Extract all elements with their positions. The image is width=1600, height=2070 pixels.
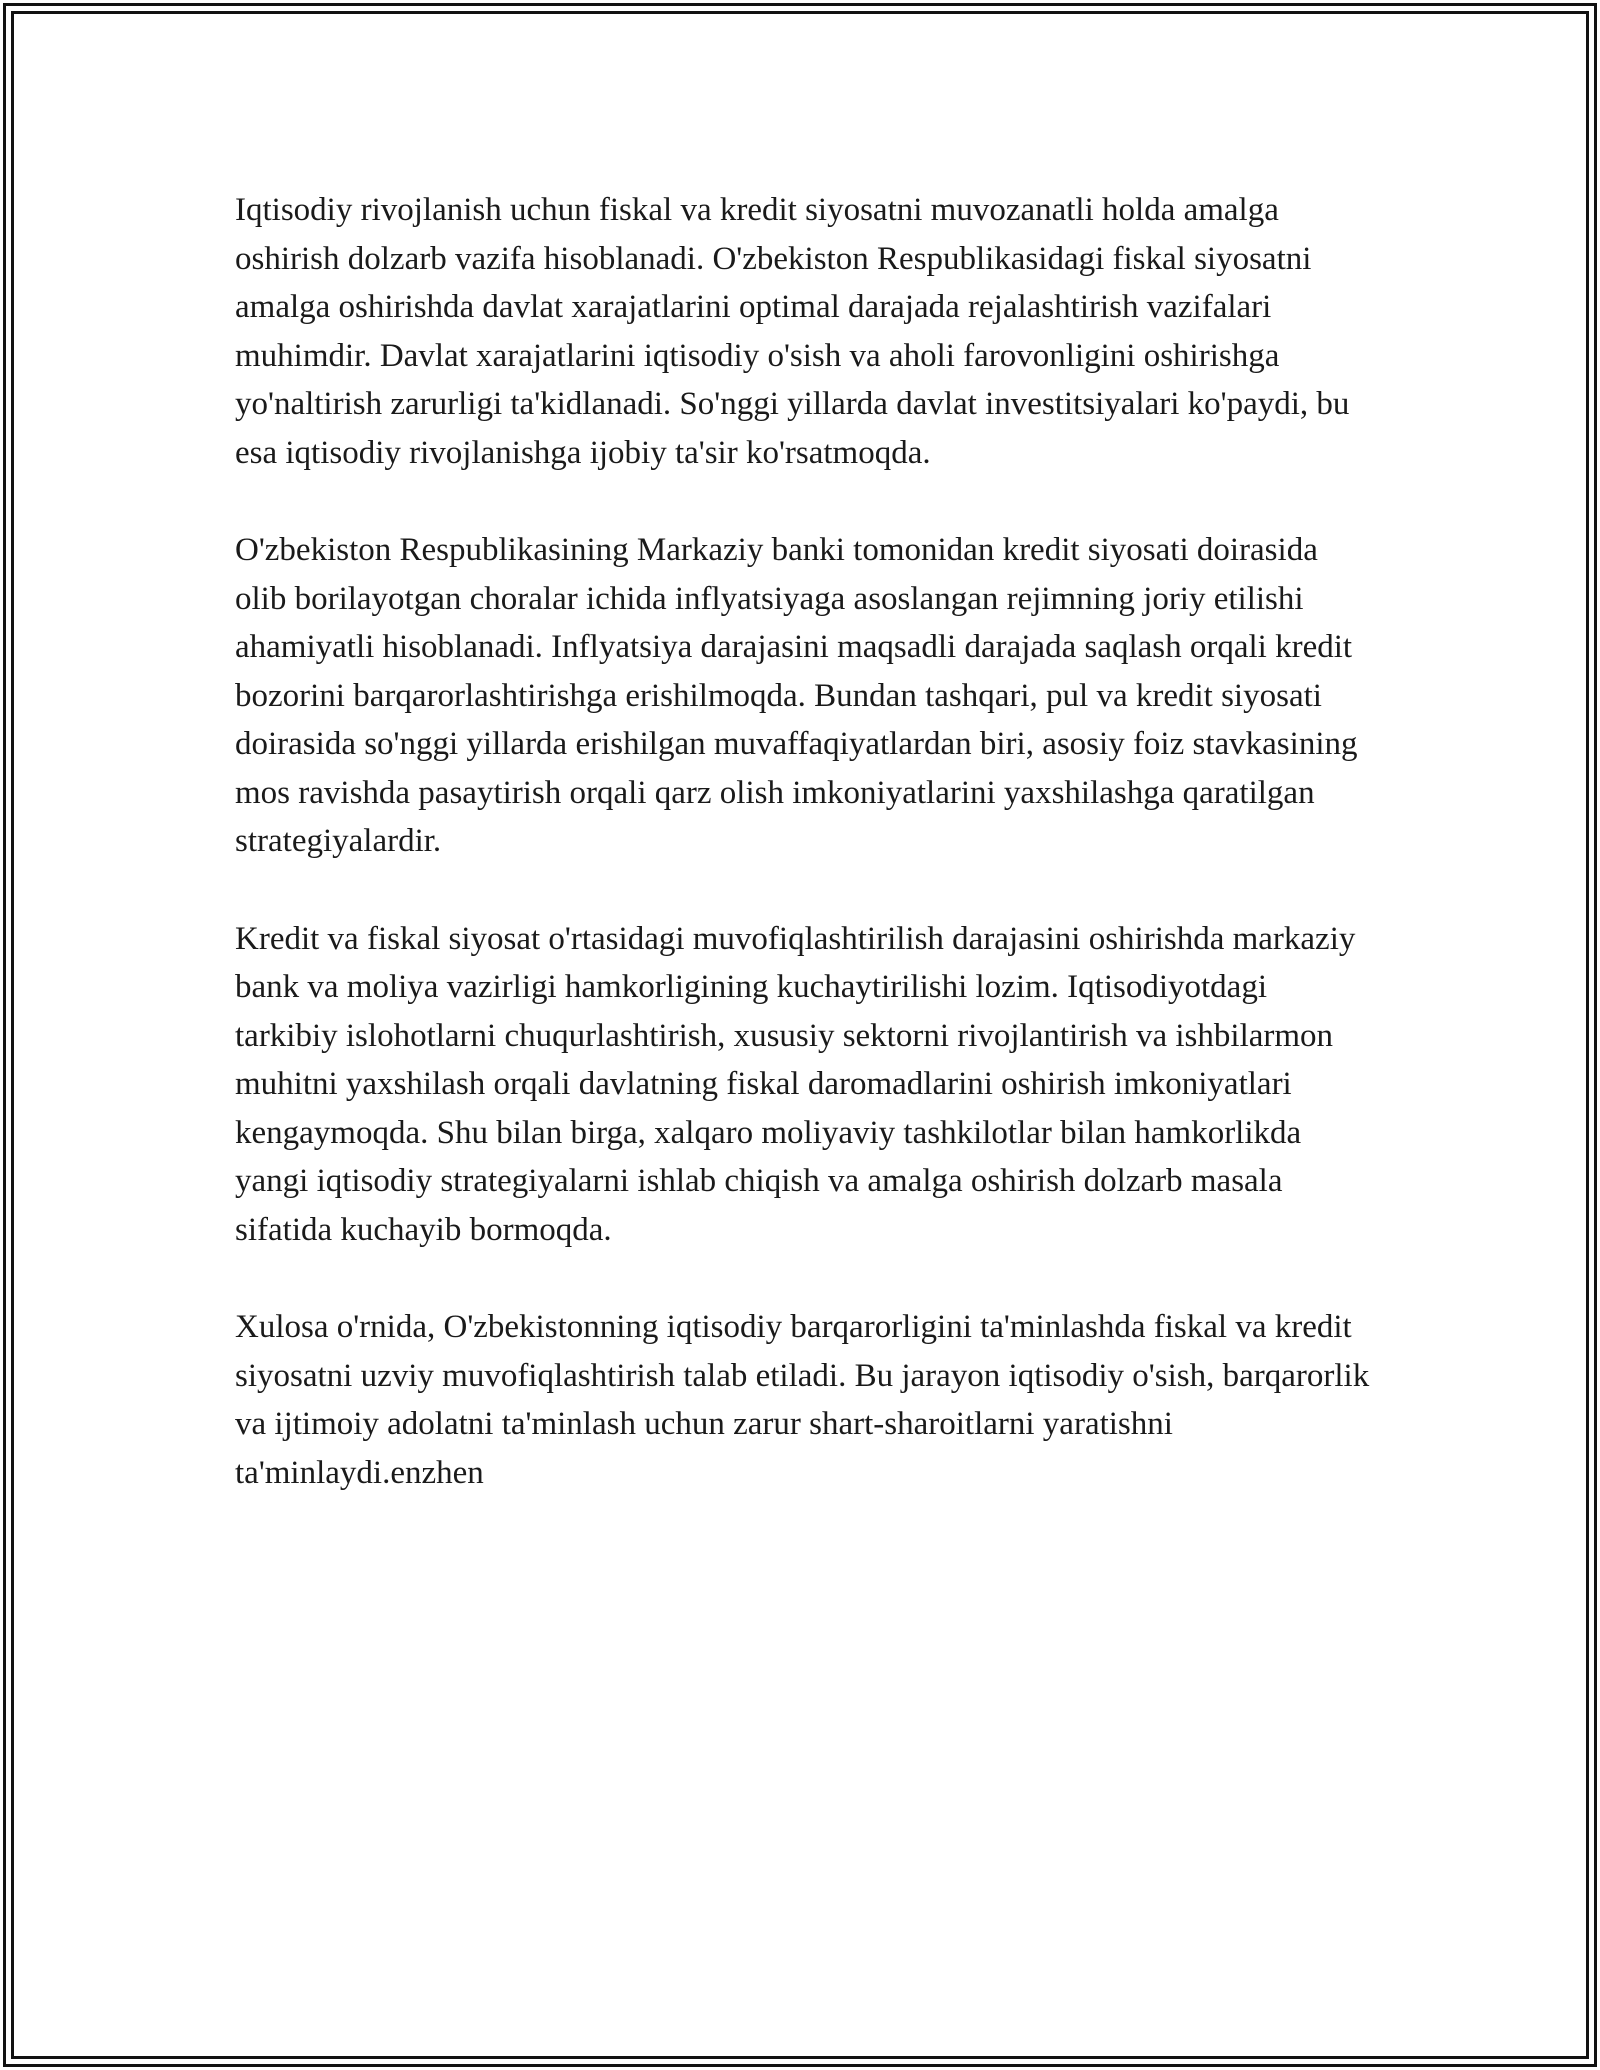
document-body xyxy=(235,186,1370,1546)
paragraph-fiscal-policy: Iqtisodiy rivojlanish uchun fiskal va kredit siyosatni muvozanatli holda amalga oshirish dolzarb vazifa hisoblanadi. O'zbekiston Respublikasidagi fiskal siyosatni amalga oshirishda davlat xarajatlarini optimal darajada rejalashtirish vazifalari muhimdir. Davlat xarajatlarini iqtisodiy o'sish va aholi farovonligini oshirishga yo'naltirish zarurligi ta'kidlanadi. So'nggi yillarda davlat investitsiyalari ko'paydi, bu esa iqtisodiy rivojlanishga ijobiy ta'sir ko'rsatmoqda. xyxy=(235,192,1350,471)
paragraph-conclusion: Xulosa o'rnida, O'zbekistonning iqtisodiy barqarorligini ta'minlashda fiskal va kredit siyosatni uzviy muvofiqlashtirish talab etiladi. Bu jarayon iqtisodiy o'sish, barqarorlik va ijtimoiy adolatni ta'minlash uchun zarur shart-sharoitlarni yaratishni ta'minlaydi.enzhen xyxy=(235,1309,1370,1491)
paragraph-policy-coordination: Kredit va fiskal siyosat o'rtasidagi muvofiqlashtirilish darajasini oshirishda markaziy bank va moliya vazirligi hamkorligining kuchaytirilishi lozim. Iqtisodiyotdagi tarkibiy islohotlarni chuqurlashtirish, xususiy sektorni rivojlantirish va ishbilarmon muhitni yaxshilash orqali davlatning fiskal daromadlarini oshirish imkoniyatlari kengaymoqda. Shu bilan birga, xalqaro moliyaviy tashkilotlar bilan hamkorlikda yangi iqtisodiy strategiyalarni ishlab chiqish va amalga oshirish dolzarb masala sifatida kuchayib bormoqda. xyxy=(235,920,1356,1248)
paragraph-central-bank-credit-policy: O'zbekiston Respublikasining Markaziy banki tomonidan kredit siyosati doirasida olib borilayotgan choralar ichida inflyatsiyaga asoslangan rejimning joriy etilishi ahamiyatli hisoblanadi. Inflyatsiya darajasini maqsadli darajada saqlash orqali kredit bozorini barqarorlashtirishga erishilmoqda. Bundan tashqari, pul va kredit siyosati doirasida so'nggi yillarda erishilgan muvaffaqiyatlardan biri, asosiy foiz stavkasining mos ravishda pasaytirish orqali qarz olish imkoniyatlarini yaxshilashga qaratilgan strategiyalardir. xyxy=(235,532,1358,859)
